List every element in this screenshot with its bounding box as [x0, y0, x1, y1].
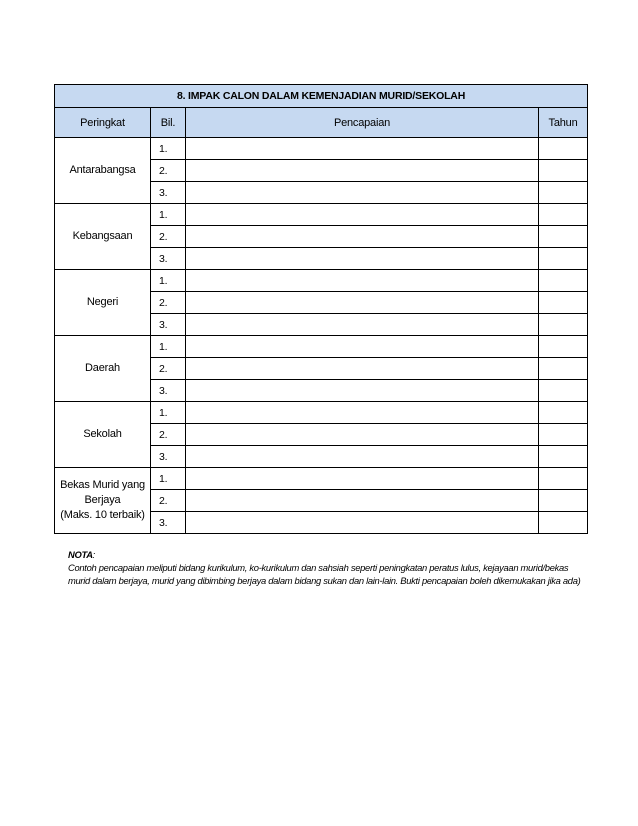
table-row: [55, 204, 588, 226]
bil-number: 3.: [151, 380, 186, 402]
tahun-cell[interactable]: [539, 402, 588, 424]
note-text: Contoh pencapaian meliputi bidang kurikulum, ko-kurikulum dan sahsiah seperti peningkatan peratus lulus, kejayaan murid/bekas murid dalam berjaya, murid yang dibimbing berjaya dalam bidang sukan dan lain-lain. Bukti pencapaian boleh dikemukakan jika ada): [68, 562, 581, 586]
bil-number: 3.: [151, 248, 186, 270]
pencapaian-cell[interactable]: [186, 336, 539, 358]
pencapaian-cell[interactable]: [186, 380, 539, 402]
level-label: Sekolah: [55, 402, 151, 468]
bil-number: 2.: [151, 490, 186, 512]
bil-number: 2.: [151, 160, 186, 182]
pencapaian-cell[interactable]: [186, 512, 539, 534]
level-label: Antarabangsa: [55, 138, 151, 204]
bil-number: 1.: [151, 468, 186, 490]
level-label: Kebangsaan: [55, 204, 151, 270]
level-label-line: (Maks. 10 terbaik): [60, 509, 145, 521]
bil-number: 3.: [151, 182, 186, 204]
tahun-cell[interactable]: [539, 160, 588, 182]
bil-number: 1.: [151, 270, 186, 292]
bil-number: 3.: [151, 446, 186, 468]
section-title: 8. IMPAK CALON DALAM KEMENJADIAN MURID/SEKOLAH: [55, 85, 588, 108]
bil-number: 1.: [151, 336, 186, 358]
table-row: [55, 270, 588, 292]
pencapaian-cell[interactable]: [186, 204, 539, 226]
bil-number: 2.: [151, 358, 186, 380]
pencapaian-cell[interactable]: [186, 468, 539, 490]
pencapaian-cell[interactable]: [186, 490, 539, 512]
bil-number: 2.: [151, 292, 186, 314]
pencapaian-cell[interactable]: [186, 270, 539, 292]
header-tahun: Tahun: [539, 108, 588, 138]
pencapaian-cell[interactable]: [186, 160, 539, 182]
bil-number: 2.: [151, 226, 186, 248]
tahun-cell[interactable]: [539, 468, 588, 490]
header-peringkat: Peringkat: [55, 108, 151, 138]
tahun-cell[interactable]: [539, 270, 588, 292]
level-label: Daerah: [55, 336, 151, 402]
tahun-cell[interactable]: [539, 138, 588, 160]
pencapaian-cell[interactable]: [186, 248, 539, 270]
tahun-cell[interactable]: [539, 446, 588, 468]
header-bil: Bil.: [151, 108, 186, 138]
tahun-cell[interactable]: [539, 182, 588, 204]
pencapaian-cell[interactable]: [186, 314, 539, 336]
bil-number: 3.: [151, 512, 186, 534]
pencapaian-cell[interactable]: [186, 358, 539, 380]
level-label-line: Bekas Murid yang: [60, 479, 145, 491]
bil-number: 1.: [151, 138, 186, 160]
table-row: [55, 138, 588, 160]
pencapaian-cell[interactable]: [186, 138, 539, 160]
note-block: [68, 548, 586, 587]
tahun-cell[interactable]: [539, 248, 588, 270]
tahun-cell[interactable]: [539, 226, 588, 248]
table-row: [55, 336, 588, 358]
pencapaian-cell[interactable]: [186, 424, 539, 446]
tahun-cell[interactable]: [539, 380, 588, 402]
tahun-cell[interactable]: [539, 490, 588, 512]
pencapaian-cell[interactable]: [186, 292, 539, 314]
level-label: [55, 468, 151, 534]
level-label-line: Berjaya: [84, 494, 121, 506]
tahun-cell[interactable]: [539, 204, 588, 226]
tahun-cell[interactable]: [539, 358, 588, 380]
table-row: [55, 402, 588, 424]
level-label: Negeri: [55, 270, 151, 336]
bil-number: 2.: [151, 424, 186, 446]
tahun-cell[interactable]: [539, 314, 588, 336]
tahun-cell[interactable]: [539, 336, 588, 358]
table-row: [55, 468, 588, 490]
pencapaian-cell[interactable]: [186, 402, 539, 424]
tahun-cell[interactable]: [539, 512, 588, 534]
bil-number: 3.: [151, 314, 186, 336]
pencapaian-cell[interactable]: [186, 226, 539, 248]
table-header-row: [55, 108, 588, 138]
header-pencapaian: Pencapaian: [186, 108, 539, 138]
pencapaian-cell[interactable]: [186, 446, 539, 468]
bil-number: 1.: [151, 402, 186, 424]
bil-number: 1.: [151, 204, 186, 226]
tahun-cell[interactable]: [539, 292, 588, 314]
tahun-cell[interactable]: [539, 424, 588, 446]
note-label: NOTA: [68, 549, 93, 560]
pencapaian-cell[interactable]: [186, 182, 539, 204]
impact-table: [54, 84, 588, 534]
note-colon: :: [92, 549, 95, 560]
